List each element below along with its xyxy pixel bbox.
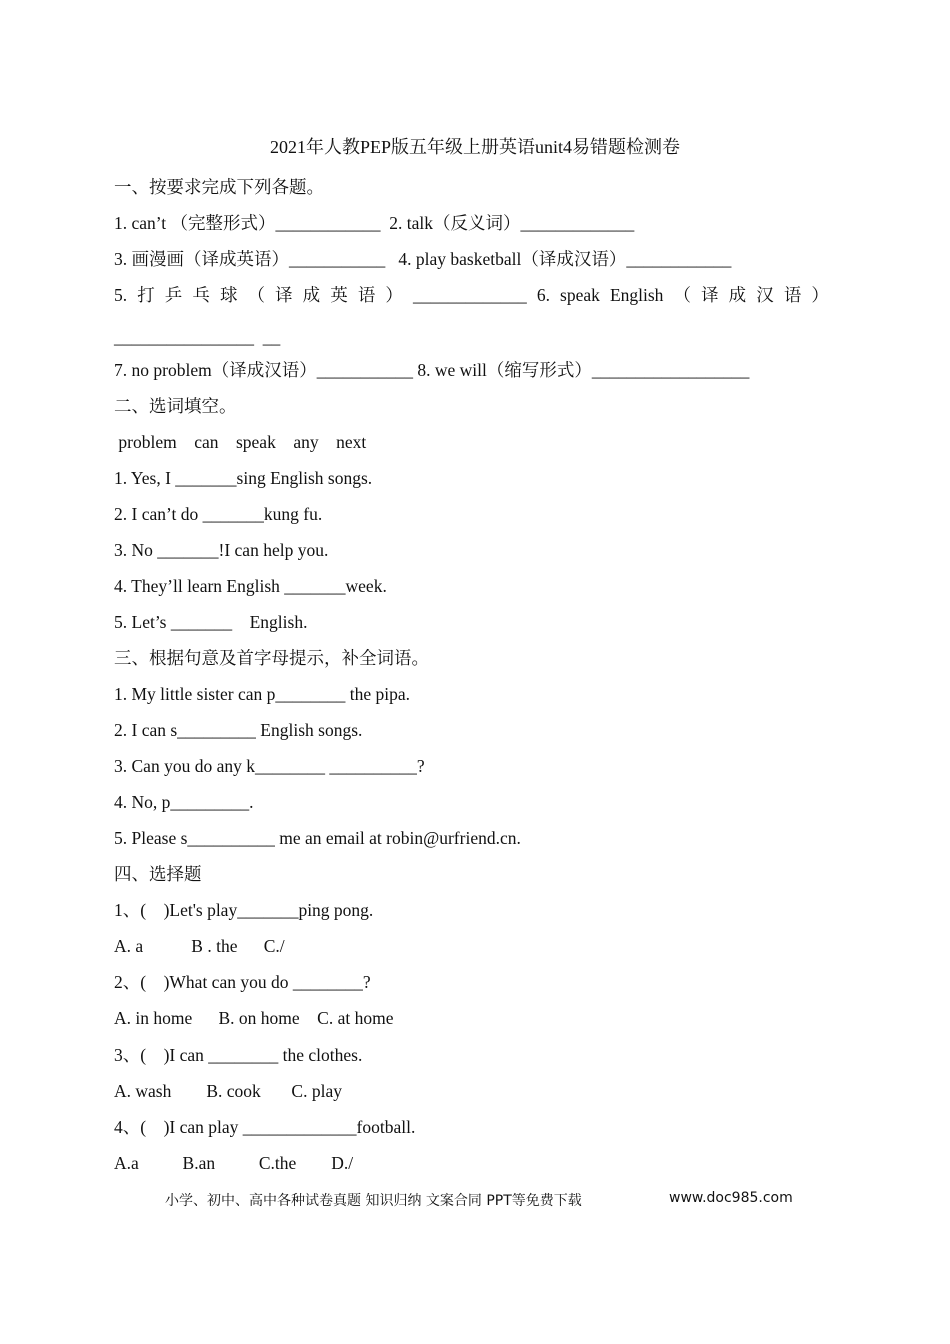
section-3-question-3: 3. Can you do any k________ __________? <box>114 756 425 776</box>
section-4-options-1: A. a B . the C./ <box>114 936 285 956</box>
word-bank: problem can speak any next <box>114 432 367 452</box>
footer-url[interactable]: www.doc985.com <box>669 1190 793 1206</box>
section-3-question-2: 2. I can s_________ English songs. <box>114 720 363 740</box>
section-2-question-5: 5. Let’s _______ English. <box>114 612 308 632</box>
section-1-line-4: 7. no problem（译成汉语）___________ 8. we will（缩写形式）__________________ <box>114 360 750 380</box>
section-1-heading: 一、按要求完成下列各题。 <box>114 177 324 197</box>
footer-text: 小学、初中、高中各种试卷真题 知识归纳 文案合同 PPT等免费下载 <box>165 1193 582 1209</box>
section-1-line-3: 5. 打 乒 乓 球 （ 译 成 英 语 ） _____________ 6. speak English （ 译 成 汉 语 ） <box>114 285 829 305</box>
section-2-question-3: 3. No _______!I can help you. <box>114 540 329 560</box>
section-1-line-1: 1. can’t （完整形式）____________ 2. talk（反义词）_____________ <box>114 213 635 233</box>
section-4-question-4: 4、( )I can play _____________football. <box>114 1117 416 1137</box>
section-3-heading: 三、根据句意及首字母提示，补全词语。 <box>114 648 429 668</box>
section-4-question-2: 2、( )What can you do ________? <box>114 972 371 992</box>
section-1-line-2: 3. 画漫画（译成英语）___________ 4. play basketball（译成汉语）____________ <box>114 249 732 269</box>
section-1-line-3-continued: ________________ __ <box>114 327 281 347</box>
section-2-question-2: 2. I can’t do _______kung fu. <box>114 504 323 524</box>
section-2-question-1: 1. Yes, I _______sing English songs. <box>114 468 373 488</box>
document-title: 2021年人教PEP版五年级上册英语unit4易错题检测卷 <box>269 137 681 157</box>
section-4-question-3: 3、( )I can ________ the clothes. <box>114 1045 363 1065</box>
section-3-question-5: 5. Please s__________ me an email at robin@urfriend.cn. <box>114 828 521 848</box>
section-3-question-4: 4. No, p_________. <box>114 792 254 812</box>
section-2-question-4: 4. They’ll learn English _______week. <box>114 576 387 596</box>
section-4-options-3: A. wash B. cook C. play <box>114 1081 342 1101</box>
section-4-options-4: A.a B.an C.the D./ <box>114 1153 354 1173</box>
section-4-question-1: 1、( )Let's play_______ping pong. <box>114 900 374 920</box>
section-3-question-1: 1. My little sister can p________ the pipa. <box>114 684 410 704</box>
section-4-heading: 四、选择题 <box>114 864 202 884</box>
section-2-heading: 二、选词填空。 <box>114 396 237 416</box>
section-4-options-2: A. in home B. on home C. at home <box>114 1008 394 1028</box>
